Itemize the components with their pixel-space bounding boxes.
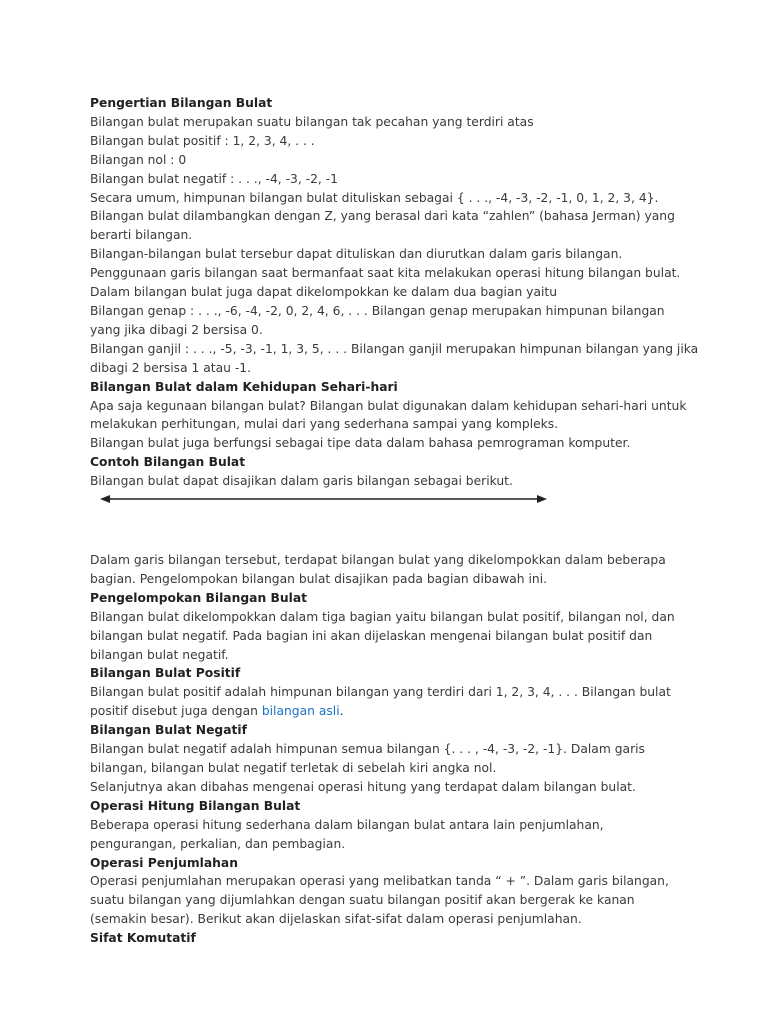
paragraph-line: melakukan perhitungan, mulai dari yang sederhana sampai yang kompleks. [90, 417, 559, 432]
paragraph-line: Operasi penjumlahan merupakan operasi yang melibatkan tanda “ + ”. Dalam garis bilangan, [90, 874, 669, 889]
paragraph-line: Bilangan bulat negatif adalah himpunan semua bilangan {. . . , -4, -3, -2, -1}. Dalam garis [90, 742, 645, 757]
paragraph-line: Dalam bilangan bulat juga dapat dikelompokkan ke dalam dua bagian yaitu [90, 285, 558, 300]
heading-negatif: Bilangan Bulat Negatif [90, 723, 247, 738]
heading-pengertian: Pengertian Bilangan Bulat [90, 96, 273, 110]
paragraph-line: berarti bilangan. [90, 228, 193, 243]
paragraph-line: Bilangan genap : . . ., -6, -4, -2, 0, 2, 4, 6, . . . Bilangan genap merupakan himpunan bilangan [90, 303, 665, 318]
paragraph-line: (semakin besar). Berikut akan dijelaskan sifat-sifat dalam operasi penjumlahan. [90, 912, 582, 927]
paragraph-line: Dalam garis bilangan tersebut, terdapat bilangan bulat yang dikelompokkan dalam beberapa [90, 553, 666, 568]
left-arrow-icon [100, 495, 110, 503]
paragraph-line: Bilangan bulat positif : 1, 2, 3, 4, . . . [90, 133, 315, 148]
paragraph-line: yang jika dibagi 2 bersisa 0. [90, 322, 263, 337]
paragraph-line: dibagi 2 bersisa 1 atau -1. [90, 360, 252, 375]
paragraph-line-with-link [90, 702, 690, 721]
paragraph-line: bagian. Pengelompokan bilangan bulat disajikan pada bagian dibawah ini. [90, 571, 548, 586]
paragraph-line: Bilangan bulat dikelompokkan dalam tiga bagian yaitu bilangan bulat positif, bilangan nol, dan [90, 609, 675, 624]
heading-kehidupan: Bilangan Bulat dalam Kehidupan Sehari-hari [90, 379, 398, 394]
paragraph-line: Bilangan bulat negatif : . . ., -4, -3, -2, -1 [90, 171, 339, 186]
number-line-svg [90, 491, 560, 551]
heading-operasi-hitung: Operasi Hitung Bilangan Bulat [90, 798, 301, 813]
paragraph-line: pengurangan, perkalian, dan pembagian. [90, 836, 346, 851]
paragraph-line: suatu bilangan yang dijumlahkan dengan suatu bilangan positif akan bergerak ke kanan [90, 893, 635, 908]
paragraph-line: bilangan bulat negatif. [90, 647, 229, 662]
paragraph-line: Bilangan bulat juga berfungsi sebagai tipe data dalam bahasa pemrograman komputer. [90, 436, 631, 451]
heading-pengelompokan: Pengelompokan Bilangan Bulat [90, 590, 307, 605]
right-arrow-icon [537, 495, 547, 503]
paragraph-line: Secara umum, himpunan bilangan bulat dituliskan sebagai { . . ., -4, -3, -2, -1, 0, 1, 2, 3, 4}. [90, 190, 659, 205]
paragraph-line: Bilangan bulat dapat disajikan dalam garis bilangan sebagai berikut. [90, 474, 513, 489]
paragraph-line: Selanjutnya akan dibahas mengenai operasi hitung yang terdapat dalam bilangan bulat. [90, 779, 636, 794]
paragraph-line: Bilangan-bilangan bulat tersebur dapat dituliskan dan diurutkan dalam garis bilangan. [90, 247, 623, 262]
document-body [90, 94, 699, 948]
paragraph-line: Beberapa operasi hitung sederhana dalam bilangan bulat antara lain penjumlahan, [90, 817, 604, 832]
paragraph-line: Bilangan bulat positif adalah himpunan bilangan yang terdiri dari 1, 2, 3, 4, . . . Bilangan bulat [90, 685, 671, 700]
text-after-link: . [339, 704, 344, 719]
paragraph-line: bilangan, bilangan bulat negatif terletak di sebelah kiri angka nol. [90, 761, 497, 775]
paragraph-line: Bilangan bulat merupakan suatu bilangan tak pecahan yang terdiri atas [90, 114, 534, 129]
paragraph-line: Penggunaan garis bilangan saat bermanfaat saat kita melakukan operasi hitung bilangan bulat. [90, 266, 681, 281]
paragraph-line: Bilangan bulat dilambangkan dengan Z, yang berasal dari kata “zahlen” (bahasa Jerman) yang [90, 209, 675, 224]
heading-penjumlahan: Operasi Penjumlahan [90, 855, 238, 870]
text-before-link: positif disebut juga dengan [90, 704, 262, 719]
heading-komutatif: Sifat Komutatif [90, 931, 196, 946]
paragraph-line: Bilangan nol : 0 [90, 152, 187, 167]
paragraph-line: Bilangan ganjil : . . ., -5, -3, -1, 1, 3, 5, . . . Bilangan ganjil merupakan himpunan bilangan yang jika [90, 341, 699, 356]
heading-positif: Bilangan Bulat Positif [90, 666, 241, 681]
paragraph-line: Apa saja kegunaan bilangan bulat? Bilangan bulat digunakan dalam kehidupan sehari-hari untuk [90, 398, 687, 413]
bilangan-asli-link[interactable]: bilangan asli [261, 704, 340, 719]
paragraph-line: bilangan bulat negatif. Pada bagian ini akan dijelaskan mengenai bilangan bulat positif dan [90, 628, 653, 643]
number-line-figure [90, 491, 690, 551]
heading-contoh: Contoh Bilangan Bulat [90, 455, 246, 470]
